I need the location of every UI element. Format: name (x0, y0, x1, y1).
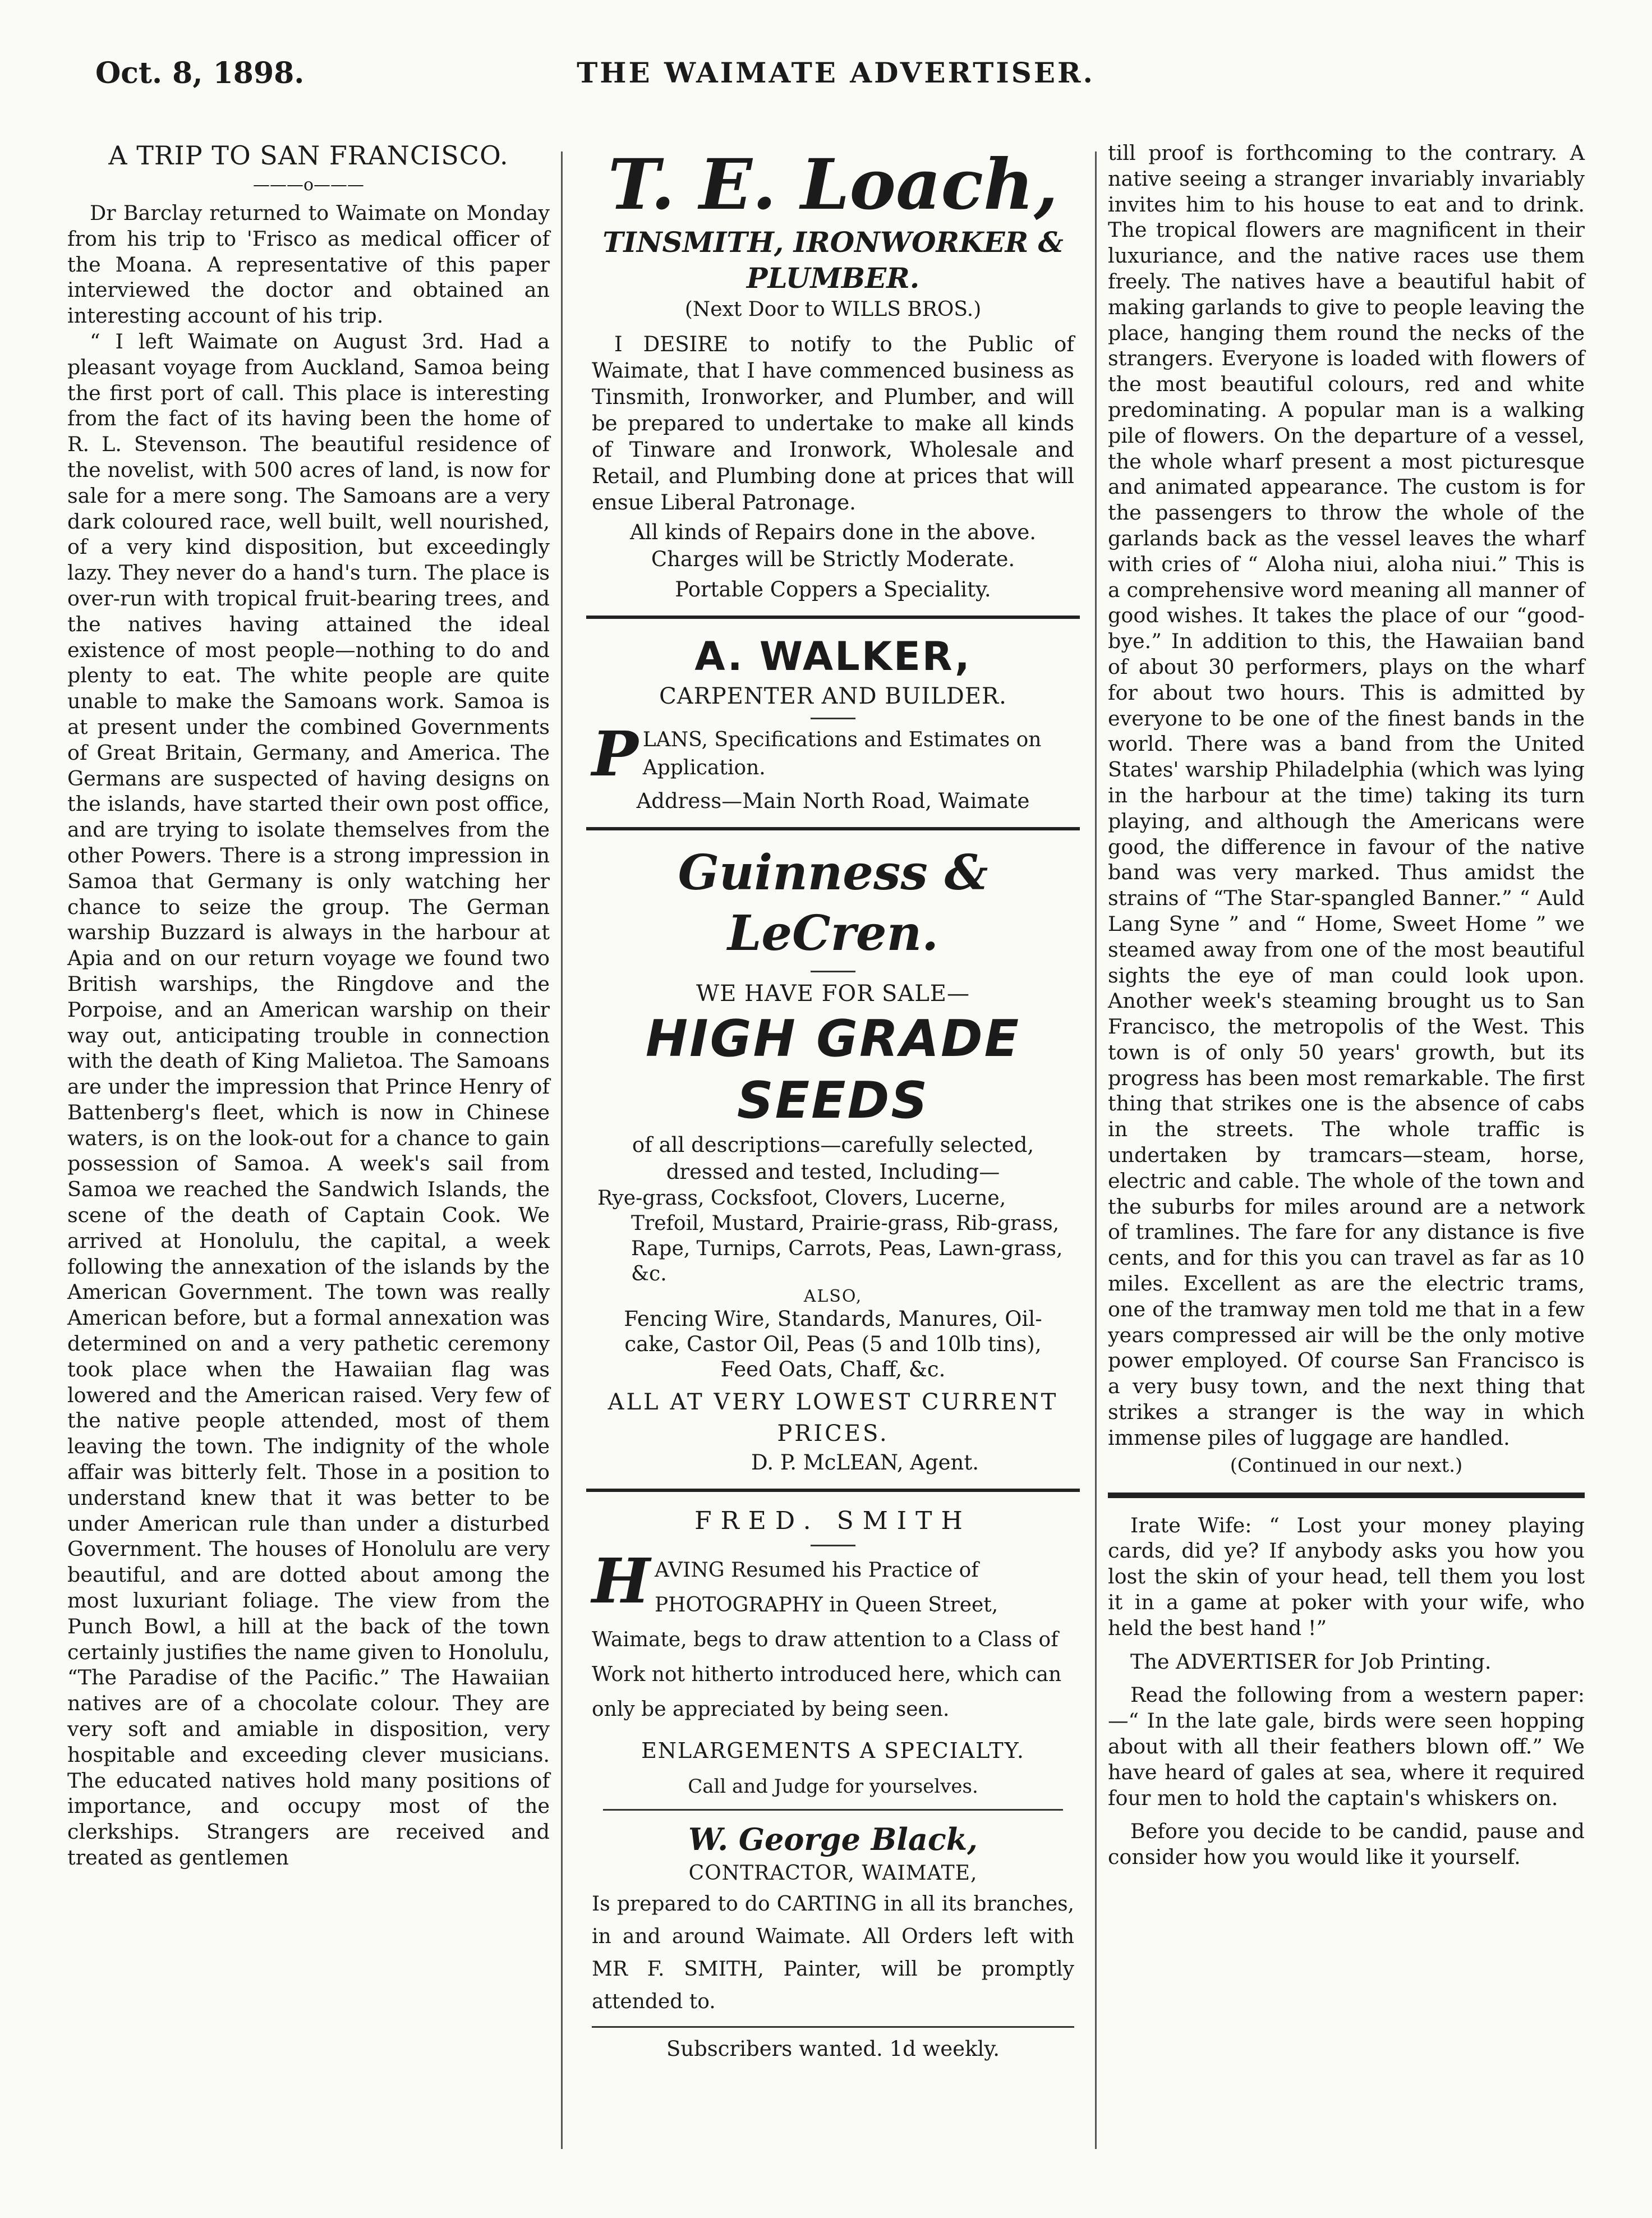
ad-divider (603, 1809, 1063, 1811)
ad-loach-name: T. E. Loach, (608, 144, 1059, 226)
article-title: A TRIP TO SAN FRANCISCO. (108, 140, 509, 171)
ad-loach-location: (Next Door to WILLS BROS.) (684, 298, 982, 321)
column-rule (561, 151, 563, 2149)
ad-black (581, 1820, 1085, 2018)
ad-walker-address: Address—Main North Road, Waimate (636, 789, 1030, 813)
ad-walker (581, 631, 1085, 815)
ad-smith-call: Call and Judge for yourselves. (688, 1775, 978, 1798)
ad-divider (586, 1489, 1080, 1492)
drop-cap: P (592, 718, 638, 790)
filler-job-printing: The ADVERTISER for Job Printing. (1130, 1649, 1492, 1674)
article-paragraph: till proof is forthcoming to the contrary. A native seeing a stranger invariably invariably invites him to his house to eat and to drink. The tropical flowers are magnificent in their luxuriance, and the native races use them freely. The natives have a beautiful habit of making garlands to give to people leaving the place, hanging them round the necks of the strangers. Everyone is loaded with flowers of the most beautiful colours, red and white predominating. A popular man is a walking pile of flowers. On the departure of a vessel, the whole wharf present a most picturesque and animated appearance. The custom is for the passengers to throw the whole of the garlands back as the vessel leaves the wharf with cries of “ Aloha niui, aloha niui.” This is a comprehensive word meaning all manner of good wishes. It takes the place of our “good-bye.” In addition to this, the Hawaiian band of about 30 performers, plays on the wharf for about two hours. This is admitted by everyone to be one of the finest bands in the world. There was a band from the United States' warship Philadelphia (which was lying in the harbour at the time) taking its turn playing, and although the Americans were good, the difference in favour of the native band was very marked. Thus amidst the strains of “The Star-spangled Banner.” “ Auld Lang Syne ” and “ Home, Sweet Home ” we steamed away from one of the most beautiful sights the eye of man could look upon. Another week's steaming brought us to San Francisco, the metropolis of the West. This town is of only 50 years' growth, but its progress has been most remarkable. The first thing that strikes one is the absence of cabs in the streets. The whole traffic is undertaken by tramcars—steam, horse, electric and cable. The whole of the town and the suburbs for miles around are a network of tramlines. The fare for any distance is five cents, and for this you can travel as far as 10 miles. Excellent as are the electric trams, one of the tramway men told me that in a few years compressed air will be the only motive power employed. Of course San Francisco is a very busy town, and the next thing that strikes a stranger is the way in which immense piles of luggage are handled. (1108, 141, 1585, 1450)
ad-loach (581, 146, 1085, 603)
ad-smith-specialty: ENLARGEMENTS A SPECIALTY. (641, 1738, 1025, 1763)
ad-black-body: Is prepared to do CARTING in all its branches, in and around Waimate. All Orders left with MR F. SMITH, Painter, will be promptly attended to. (592, 1893, 1074, 2013)
ad-guinness (581, 843, 1085, 1476)
article-column-3 (1108, 140, 1585, 1870)
ad-smith-body (581, 1545, 1085, 1727)
ad-guinness-list2: Fencing Wire, Standards, Manures, Oil-cake, Castor Oil, Peas (5 and 10lb tins), Feed Oats, Chaff, &c. (624, 1307, 1042, 1381)
article-column-1 (67, 140, 550, 1871)
filler-candid: Before you decide to be candid, pause and consider how you would like it yourself. (1108, 1819, 1585, 1870)
ad-loach-trade: TINSMITH, IRONWORKER & (602, 226, 1064, 259)
drop-cap: H (592, 1545, 650, 1617)
ad-smith-text: AVING Resumed his Practice of PHOTOGRAPHY in Queen Street, Waimate, begs to draw attention to a Class of Work not hitherto introduced here, which can only be appreciated by being seen. (592, 1559, 1062, 1721)
ad-smith (581, 1504, 1085, 1800)
ad-divider (586, 827, 1080, 830)
ad-guinness-headline: HIGH GRADE SEEDS (645, 1009, 1021, 1130)
ad-walker-name: A. WALKER, (694, 633, 972, 679)
article-paragraph: “ I left Waimate on August 3rd. Had a pleasant voyage from Auckland, Samoa being the first port of call. This place is interesting from the fact of its having been the home of R. L. Stevenson. The beautiful residence of the novelist, with 500 acres of land, is now for sale for a mere song. The Samoans are a very dark coloured race, well built, well nourished, of a very kind disposition, but exceedingly lazy. They never do a hand's turn. The place is over-run with tropical fruit-bearing trees, and the natives having attained the ideal existence of most people—nothing to do and plenty to eat. The white people are quite unable to make the Samoans work. Samoa is at present under the combined Governments of Great Britain, Germany, and America. The Germans are suspected of having designs on the islands, have started their own post office, and are trying to isolate themselves from the other Powers. There is a strong impression in Samoa that Germany is only watching her chance to seize the group. The German warship Buzzard is always in the harbour at Apia and on our return voyage we found two British warships, the Ringdove and the Porpoise, and an American warship on their way out, anticipating trouble in connection with the death of King Malietoa. The Samoans are under the impression that Prince Henry of Battenberg's fleet, which is now in Chinese waters, is on the look-out for a chance to gain possession of Samoa. A week's sail from Samoa we reached the Sandwich Islands, the scene of the death of Captain Cook. We arrived at Honolulu, the capital, a week following the annexation of the islands by the American Government. The town was really American before, but a formal annexation was determined on and a very pathetic ceremony took place when the Hawaiian flag was lowered and the American raised. Very few of the native people attended, most of them leaving the town. The indignity of the whole affair was bitterly felt. Those in a position to understand knew that it was better to be under American rule than under a disturbed Government. The houses of Honolulu are very beautiful, and are dotted about among the most luxuriant foliage. The view from the Punch Bowl, a hill at the back of the town certainly justifies the name given to Honolulu, “The Paradise of the Pacific.” The Hawaiian natives are of a chocolate colour. They are very soft and amiable in disposition, very hospitable and exceeding clever musicians. The educated natives hold many positions of importance, and occupy most of the clerkships. Strangers are received and treated as gentlemen (67, 329, 550, 1870)
ad-loach-trade: PLUMBER. (746, 261, 920, 295)
section-divider (1108, 1493, 1585, 1498)
ad-walker-body (581, 718, 1085, 790)
column-rule (1095, 151, 1097, 2149)
ad-guinness-name: Guinness & LeCren. (678, 844, 988, 962)
ad-guinness-prices: ALL AT VERY LOWEST CURRENT PRICES. (608, 1389, 1059, 1446)
continued-note: (Continued in our next.) (1230, 1454, 1463, 1477)
ad-walker-text: LANS, Specifications and Estimates on Application. (642, 728, 1042, 779)
subscribers-notice: Subscribers wanted. 1d weekly. (666, 2037, 1000, 2061)
ad-loach-body: I DESIRE to notify to the Public of Waimate, that I have commenced business as Tinsmith, Ironworker, and Plumber, and will be prepared to undertake to make all kinds of Tinware and Ironwork, Wholesale and Retail, and Plumbing done at prices that will ensue Liberal Patronage. (592, 332, 1074, 515)
issue-date: Oct. 8, 1898. (95, 56, 305, 90)
advertisements-column (581, 140, 1085, 2063)
ad-guinness-agent: D. P. McLEAN, Agent. (751, 1450, 979, 1475)
article-paragraph: Dr Barclay returned to Waimate on Monday from his trip to 'Frisco as medical officer of the Moana. A representative of this paper interviewed the doctor and obtained an interesting account of his trip. (67, 201, 550, 328)
ad-loach-repairs: All kinds of Repairs done in the above. (630, 520, 1036, 544)
filler-irate-wife: Irate Wife: “ Lost your money playing cards, did ye? If anybody asks you how you lost the skin of your head, tell them you lost it in a game at poker with your wife, who held the best hand !” (1108, 1513, 1585, 1640)
ad-black-trade: CONTRACTOR, WAIMATE, (688, 1862, 978, 1885)
ad-walker-trade: CARPENTER AND BUILDER. (659, 683, 1007, 709)
page-header (95, 56, 1576, 107)
ad-divider (586, 616, 1080, 619)
ad-divider (592, 2026, 1074, 2028)
ad-loach-charges: Charges will be Strictly Moderate. (651, 547, 1015, 571)
ad-smith-name: FRED. SMITH (694, 1507, 972, 1535)
masthead-title: THE WAIMATE ADVERTISER. (577, 56, 1095, 89)
ad-loach-coppers: Portable Coppers a Speciality. (675, 577, 991, 601)
short-rule (811, 718, 855, 719)
ad-black-name: W. George Black, (688, 1821, 978, 1857)
short-rule (811, 971, 855, 972)
ad-guinness-for-sale: WE HAVE FOR SALE— (696, 981, 970, 1007)
ad-guinness-list: Rye-grass, Cocksfoot, Clovers, Lucerne, Trefoil, Mustard, Prairie-grass, Rib-grass, Rape, Turnips, Carrots, Peas, Lawn-grass, &c. (597, 1187, 1063, 1285)
short-rule (811, 1545, 855, 1546)
ad-guinness-also: ALSO, (803, 1287, 863, 1306)
article-separator: ———o——— (252, 175, 365, 195)
ad-guinness-intro: of all descriptions—carefully selected, dressed and tested, Including— (632, 1133, 1034, 1184)
filler-gale: Read the following from a western paper:—“ In the late gale, birds were seen hopping about with all their feathers blown off.” We have heard of gales at sea, where it required four men to hold the captain's whiskers on. (1108, 1683, 1585, 1810)
